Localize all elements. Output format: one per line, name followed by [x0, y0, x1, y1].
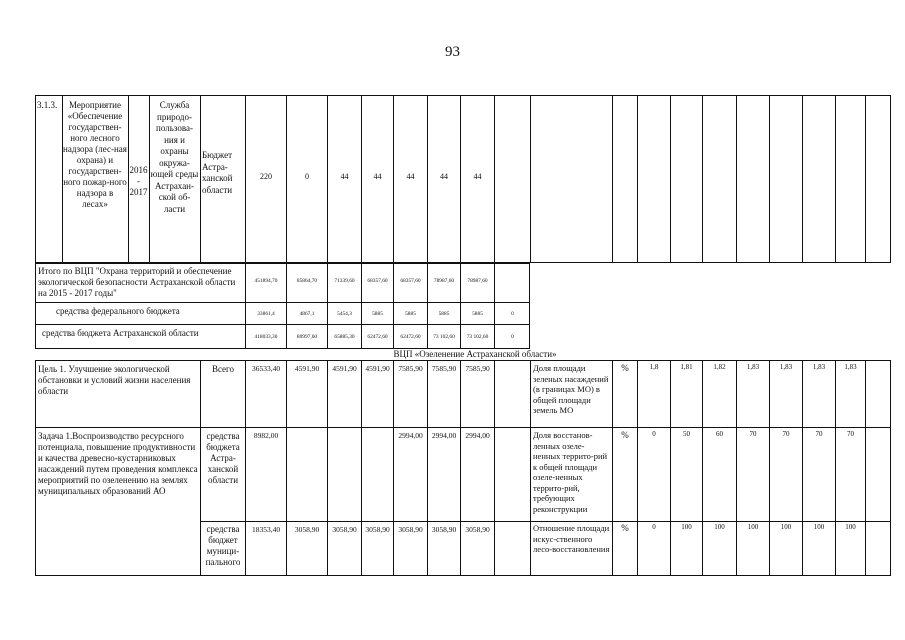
value-cell: 220 [260, 172, 272, 181]
total-value: 68357,60 [367, 278, 388, 284]
regional-value: 0 [511, 334, 514, 340]
total-value: 451894,70 [254, 278, 278, 284]
goal-ind-value: 1,81 [680, 363, 693, 371]
value-cell: 44 [373, 172, 382, 181]
municipal-value: 3058,90 [431, 525, 457, 534]
municipal-source: средства бюджет муници-пального [205, 524, 241, 567]
task-ind-value: 70 [749, 430, 757, 438]
totals-label: Итого по ВЦП "Охрана территорий и обеспечение экологической безопасности Астраханской области на 2015 - 2017 годы" [38, 266, 236, 298]
federal-label: средства федерального бюджета [56, 306, 180, 316]
municipal-ind-value: 0 [652, 523, 656, 531]
goal-ind-value: 1,8 [649, 363, 659, 371]
row-code: 3.1.3. [37, 100, 58, 110]
municipal-value: 3058,90 [294, 525, 320, 534]
task-ind-value: 0 [652, 430, 656, 438]
goal-label: Цель 1. Улучшение экологической обстановки и условий жизни населения области [38, 364, 191, 396]
federal-value: 5885 [405, 311, 416, 317]
municipal-value: 3058,90 [365, 525, 390, 534]
regional-value: 62472,60 [400, 334, 421, 340]
goal-value: 4591,90 [294, 364, 320, 373]
event-source: Бюджет Астра-ханской области [202, 150, 233, 195]
federal-value: 5885 [438, 311, 450, 317]
page-number: 93 [445, 44, 460, 60]
federal-value: 33861,4 [257, 311, 275, 317]
goal-ind-value: 1,83 [844, 363, 857, 371]
goal-value: 36533,40 [251, 364, 281, 373]
task-ind-value: 70 [782, 430, 790, 438]
task-label: Задача 1.Воспроизводство ресурсного потенциала, повышение продуктивности и качества древесно-кустарниковых насаждений путем проведения комплекса мероприятий по озеленению на землях муниципальных образований АО [38, 431, 198, 496]
goal-value: 4591,90 [332, 364, 357, 373]
goal-ind-value: 1,83 [746, 363, 760, 371]
regional-value: 80997,60 [296, 334, 318, 340]
goal-ind-value: 1,83 [779, 363, 793, 371]
federal-value: 5454,3 [337, 311, 352, 317]
federal-value: 0 [511, 311, 514, 317]
value-cell: 0 [305, 172, 309, 181]
municipal-ind-value: 100 [845, 523, 856, 531]
municipal-indicator: Отношение площади искус-ственного лесо-восстановления [533, 523, 610, 554]
value-cell: 44 [340, 172, 349, 181]
value-cell: 44 [473, 172, 482, 181]
task-value-late: 2994,00 [398, 431, 423, 440]
task-indicator: Доля восстанов-ленных озеле-ненных террито-рий к общей площади озеле-ненных террито-рий, требующих реконструкции [533, 430, 608, 514]
event-name: Мероприятие «Обеспечение государствен-ного лесного надзора (лес-ная охрана) и государствен-ного пожар-ного надзора в лесах» [63, 100, 127, 209]
task-ind-value: 60 [716, 430, 723, 438]
goal-unit: % [621, 363, 629, 373]
municipal-ind-value: 100 [681, 523, 692, 531]
task-value-late: 2994,00 [465, 431, 490, 440]
regional-value: 73 102,60 [433, 334, 455, 340]
goal-value: 7585,90 [431, 364, 457, 373]
goal-indicator: Доля площади зеленых насаждений (в границах МО) в общей площади земель МО [533, 363, 609, 415]
task-ind-value: 70 [815, 430, 823, 438]
municipal-value: 3058,90 [332, 525, 357, 534]
total-value: 85864,70 [296, 278, 318, 284]
total-value: 71339,60 [334, 278, 355, 284]
goal-value: 4591,90 [365, 364, 390, 373]
event-years: 2016 - 2017 [129, 165, 148, 197]
task-value: 8982,00 [253, 431, 279, 440]
federal-value: 5885 [372, 311, 383, 317]
municipal-value: 18353,40 [251, 525, 281, 534]
municipal-unit: % [621, 523, 629, 533]
total-value: 68357,60 [400, 278, 421, 284]
federal-value: 4867,1 [299, 311, 315, 317]
value-cell: 44 [440, 172, 448, 181]
task-source: средства бюджета Астра-ханской области [206, 431, 240, 485]
municipal-ind-value: 100 [780, 523, 792, 531]
municipal-ind-value: 100 [747, 523, 759, 531]
total-value: 78987,60 [467, 278, 488, 284]
municipal-value: 3058,90 [465, 525, 490, 534]
goal-ind-value: 1,83 [812, 363, 826, 371]
municipal-ind-value: 100 [813, 523, 825, 531]
goal-value: 7585,90 [398, 364, 423, 373]
section-title: ВЦП «Озеленение Астраханской области» [393, 349, 557, 359]
value-cell: 44 [406, 172, 415, 181]
regional-value: 418033,30 [254, 334, 278, 340]
task-ind-value: 70 [847, 430, 854, 438]
municipal-value: 3058,90 [398, 525, 423, 534]
regional-value: 62472,60 [367, 334, 388, 340]
regional-value: 73 102,60 [466, 334, 489, 340]
task-value-late: 2994,00 [431, 431, 457, 440]
task-ind-value: 50 [683, 430, 690, 438]
goal-ind-value: 1,82 [713, 363, 726, 371]
goal-source: Всего [211, 364, 235, 374]
event-agency: Служба природо-пользова-ния и охраны окружа-ющей среды Астрахан-ской об-ласти [150, 100, 199, 214]
task-unit: % [621, 430, 629, 440]
regional-label: средства бюджета Астраханской области [42, 328, 199, 338]
federal-value: 5885 [472, 311, 483, 317]
regional-value: 65885,30 [334, 334, 355, 340]
goal-value: 7585,90 [465, 364, 490, 373]
total-value: 78987,60 [433, 278, 455, 284]
municipal-ind-value: 100 [714, 523, 725, 531]
